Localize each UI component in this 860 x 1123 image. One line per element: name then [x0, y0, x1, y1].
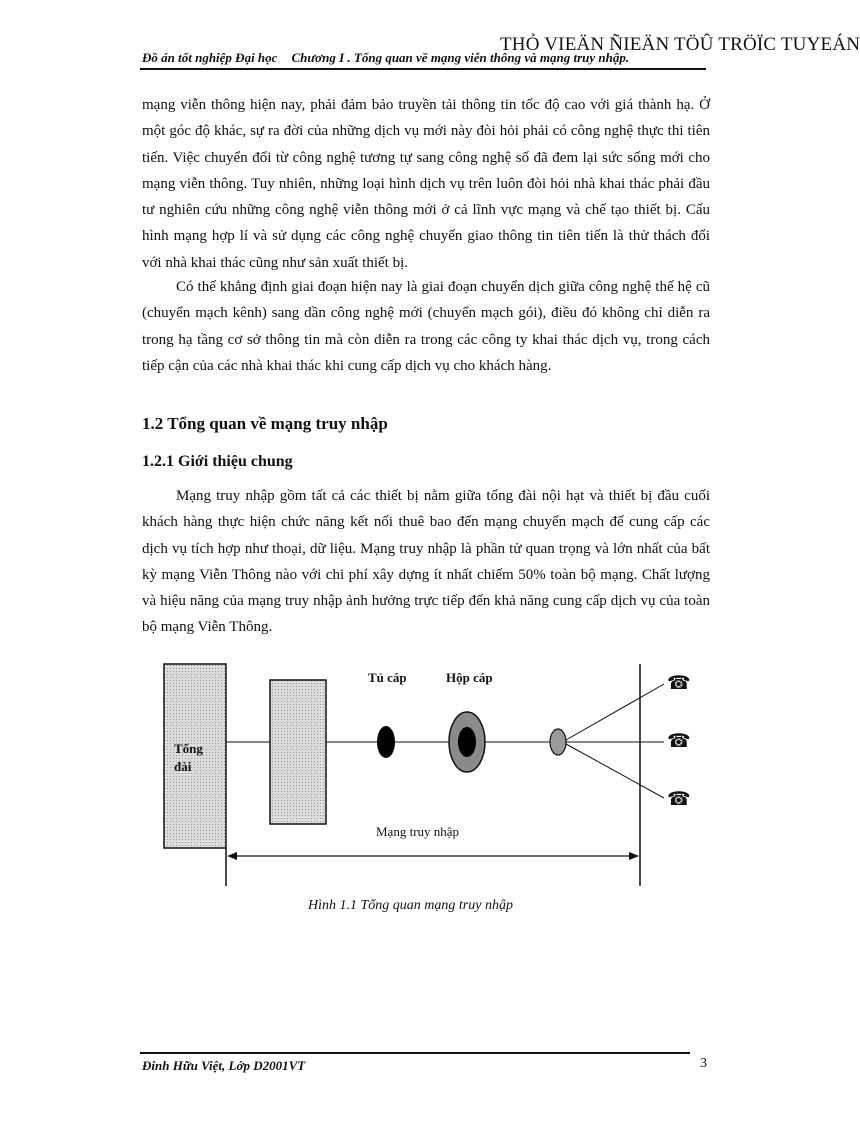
cabinet-label: Tủ cáp: [368, 670, 407, 685]
footer-author: Đinh Hữu Việt, Lớp D2001VT: [142, 1058, 306, 1073]
header-thesis-title: Đồ án tốt nghiệp Đại học: [142, 50, 278, 65]
header-rule: [140, 68, 706, 70]
footer-rule: [140, 1052, 690, 1054]
telephone-icon-middle: ☎: [667, 730, 691, 752]
cable-box-inner: [458, 727, 476, 757]
telephone-icon-top: ☎: [667, 672, 691, 694]
section-heading-1-2: 1.2 Tổng quan về mạng truy nhập: [142, 414, 388, 433]
page-number: 3: [700, 1056, 707, 1071]
watermark: THỎ VIEÄN ÑIEÄN TÖÛ TRÖÏC TUYEÁN: [500, 34, 860, 55]
drop-line-top: [566, 684, 664, 740]
cable-box-label: Hộp cáp: [446, 670, 493, 685]
paragraph-1: [142, 92, 710, 276]
access-network-diagram: [140, 650, 700, 890]
subsection-heading-1-2-1: 1.2.1 Giới thiệu chung: [142, 453, 293, 470]
drop-line-bottom: [566, 744, 664, 798]
header-chapter-title: Chương I . Tổng quan về mạng viễn thông và mạng truy nhập.: [291, 50, 630, 65]
cabinet-node: [377, 726, 395, 758]
page-header: [142, 50, 702, 66]
span-arrow-right-head: [629, 852, 639, 860]
drop-splitter: [550, 729, 566, 755]
span-arrow-left-head: [227, 852, 237, 860]
paragraph-2: [142, 274, 710, 379]
exchange-label: [174, 740, 203, 776]
access-network-figure: [140, 650, 700, 890]
paragraph-3: [142, 483, 710, 641]
paragraph-2-text: Có thể khẳng định giai đoạn hiện nay là giai đoạn chuyển dịch giữa công nghệ thế hệ cũ (chuyển mạch kênh) sang dần công nghệ mới (chuyển mạch gói), điều đó không chỉ diễn ra trong hạ tầng cơ sở thông tin mà còn diễn ra trong các công ty khai thác dịch vụ, trong cách tiếp cận của các nhà khai thác khi cung cấp dịch vụ cho khách hàng.: [142, 279, 710, 374]
access-network-label: Mạng truy nhập: [376, 824, 460, 839]
exchange-label-text: Tổng đài: [174, 741, 203, 774]
telephone-icon-bottom: ☎: [667, 788, 691, 810]
figure-caption: Hình 1.1 Tổng quan mạng truy nhập: [308, 898, 513, 913]
paragraph-3-text: Mạng truy nhập gồm tất cả các thiết bị nằm giữa tổng đài nội hạt và thiết bị đầu cuối khách hàng thực hiện chức năng kết nối thuê bao đến mạng chuyển mạch để cung cấp các dịch vụ tích hợp như thoại, dữ liệu. Mạng truy nhập là phần tử quan trọng và lớn nhất của bất kỳ mạng Viễn Thông nào với chi phí xây dựng ít nhất chiếm 50% toàn bộ mạng. Chất lượng và hiệu năng của mạng truy nhập ảnh hưởng trực tiếp đến khả năng cung cấp dịch vụ của toàn bộ mạng Viễn Thông.: [142, 488, 710, 636]
distribution-frame: [270, 680, 326, 824]
paragraph-1-text: mạng viễn thông hiện nay, phải đảm bảo truyền tải thông tin tốc độ cao với giá thành hạ. Ở một góc độ khác, sự ra đời của những dịch vụ mới này đòi hỏi phải có công nghệ thực thi tiên tiến. Việc chuyển đổi từ công nghệ tương tự sang công nghệ số đã đem lại sức sống mới cho mạng viễn thông. Tuy nhiên, những loại hình dịch vụ trên luôn đòi hỏi nhà khai thác phải đầu tư nghiên cứu những công nghệ viễn thông mới ở cả lĩnh vực mạng và chế tạo thiết bị. Cấu hình mạng hợp lí và sử dụng các công nghệ chuyển giao thông tin tiên tiến là thử thách đối với nhà khai thác cũng như sản xuất thiết bị.: [142, 97, 710, 271]
